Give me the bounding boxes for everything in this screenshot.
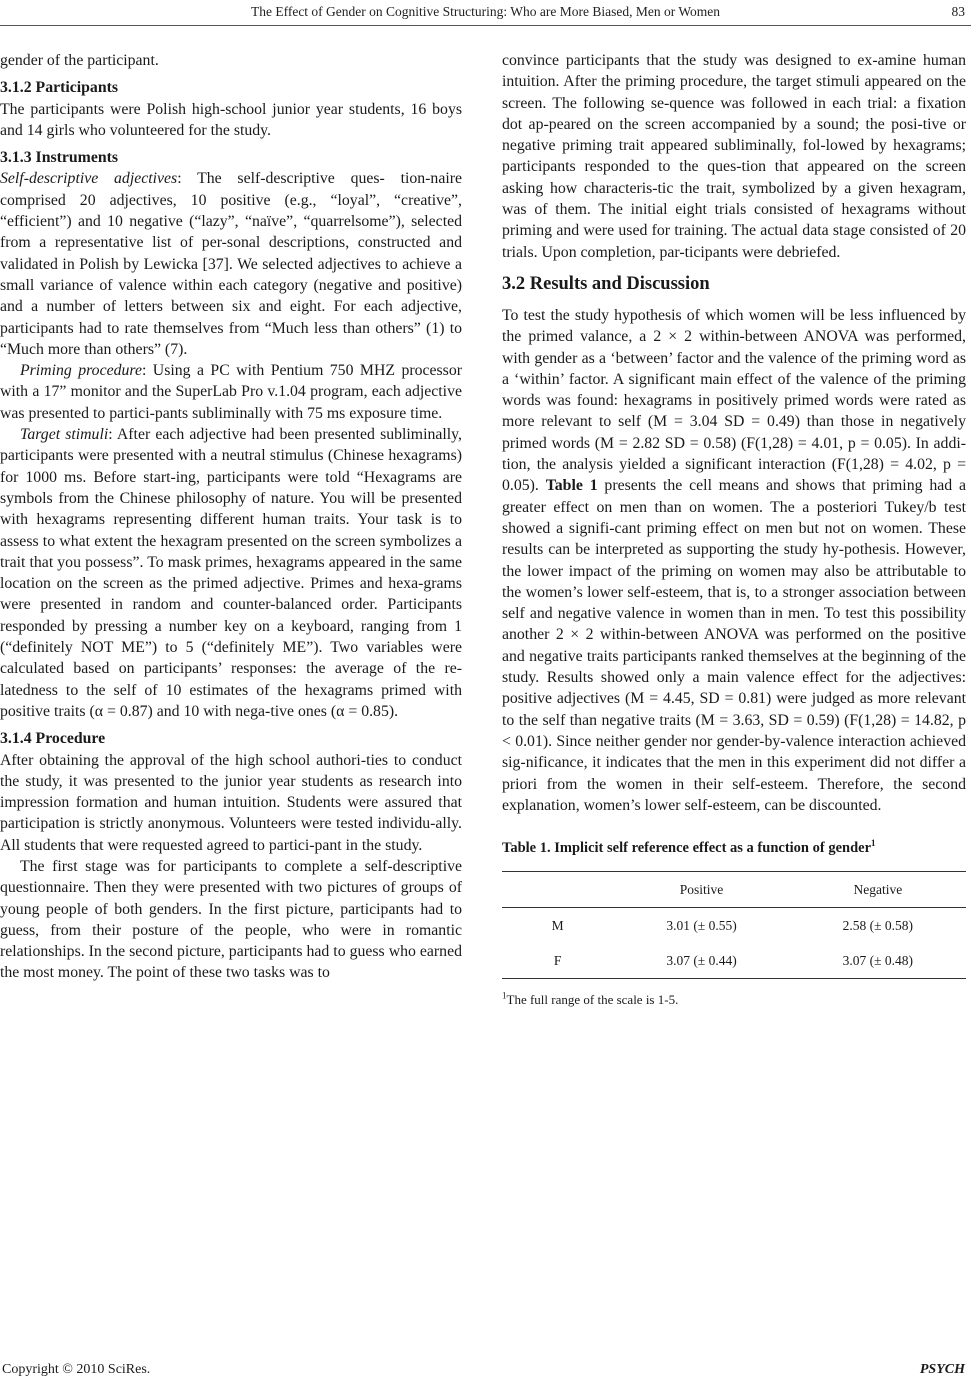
table-header-cell: Negative: [853, 881, 903, 897]
heading-results-discussion: 3.2 Results and Discussion: [502, 273, 710, 294]
paragraph-participants: The participants were Polish high-school junior year students, 16 boys and 14 girls who volunteered for the study.: [0, 100, 462, 139]
table-cell: M: [551, 917, 564, 933]
running-head: [0, 4, 971, 24]
paragraph-self-descriptive-adjectives: [0, 168, 462, 360]
text-results-a: To test the study hypothesis of which women will be less influenced by the primed valance, a 2 × 2 within-between ANOVA was performed, with gender as a ‘between’ factor and the valence of the priming word as a ‘within’ factor. A significant main effect of the valence of the priming words was found: hexagrams in positively primed words were rated as more relevant to self (M = 3.04 SD = 0.49) than those in negatively primed words (M = 2.82 SD = 0.58) (F(1,28) = 4.01, p = 0.05). In addi-tion, the analysis yielded a significant interaction (F(1,28) = 4.02, p = 0.05).: [502, 306, 966, 495]
paragraph-procedure-1: After obtaining the approval of the high school authori-ties to conduct the study, it was presented to the junior year students as research into impression formation and human intuition. Students were assured that participation is strictly anonymous. Volunteers were tested individu-ally. All students that were requested agreed to partici-pant in the study.: [0, 751, 462, 854]
table-header-row: [502, 872, 966, 908]
table-header-cell: Positive: [679, 881, 724, 897]
label-priming-procedure: Priming procedure: [20, 362, 142, 380]
footnote-text: The full range of the scale is 1-5.: [506, 992, 679, 1008]
table-cell: 2.58 (± 0.58): [842, 917, 914, 933]
running-title: The Effect of Gender on Cognitive Structuring: Who are More Biased, Men or Women: [250, 4, 721, 19]
copyright: Copyright © 2010 SciRes.: [2, 1362, 151, 1377]
text-priming-procedure: : Using a PC with Pentium 750 MHZ processor with a 17” monitor and the SuperLab Pro v.1.04 program, each adjective was presented to partici-pants subliminally with 75 ms exposure time.: [0, 362, 462, 422]
table-cell: F: [553, 952, 562, 968]
footnote-mark: 1: [502, 990, 507, 1001]
table-cell: 3.07 (± 0.44): [666, 952, 737, 968]
paragraph-continuation: convince participants that the study was designed to ex-amine human intuition. After the priming procedure, the target stimuli appeared on the screen. The following se-quence was followed in each trial: a fixation dot ap-peared on the screen accompanied by a sound; the posi-tive or negative priming trait appeared subliminally, fol-lowed by hexagrams; participants responded to the ques-tion that appeared on the screen asking how characteris-tic the trait, symbolized by a given hexagram, was of them. The initial eight trials consisted of hexagrams without priming and were used for training. The actual data stage consisted of 20 trials. Upon completion, par-ticipants were debriefed.: [502, 52, 966, 261]
paragraph-target-stimuli: [0, 424, 462, 722]
journal-name: PSYCH: [919, 1362, 965, 1377]
text-results-b: presents the cell means and shows that priming had a greater effect on men than on women. The a posteriori Tukey/b test showed a signifi-cant priming effect on men but not on women. These results can be interpreted as supporting the study hy-pothesis. However, the lower impact of the priming on women may also be attributable to the women’s lower self-esteem, that is, to a stronger association between self and negative valence in women than in men. To test this possibility another 2 × 2 within-between ANOVA was performed on the positive and negative traits participants ranked themselves at the beginning of the study. Results showed only a main valence effect for the adjectives: positive adjectives (M = 4.45, SD = 0.81) were judged as more relevant to the self than negative traits (M = 3.63, SD = 0.59) (F(1,28) = 14.82, p < 0.01). Since neither gender nor gender-by-valence interaction achieved sig-nificance, it indicates that the men in this experiment did not differ a priori from the women in their self-esteem. Therefore, the second explanation, women’s lower self-esteem, can be discounted.: [502, 477, 966, 814]
paragraph-gender: gender of the participant.: [0, 52, 159, 69]
paragraph-procedure-2: The first stage was for participants to complete a self-descriptive questionnaire. Then they were presented with two pictures of groups of young people of both genders. In the first picture, participants had to guess, from their posture of the people, who were in romantic relationships. In the second picture, participants had to guess who earned the most money. The point of these two tasks was to: [0, 857, 462, 982]
paragraph-priming-procedure: [0, 360, 462, 424]
table-header-cell: [502, 872, 613, 908]
table-row: [502, 908, 966, 944]
table-cell: 3.07 (± 0.48): [842, 952, 914, 968]
table-caption-text: Table 1. Implicit self reference effect as a function of gender: [502, 840, 871, 857]
heading-instruments: 3.1.3 Instruments: [0, 149, 119, 167]
heading-procedure: 3.1.4 Procedure: [0, 730, 106, 748]
table-caption-footnote-mark: 1: [871, 838, 876, 849]
table-reference: Table 1: [545, 477, 598, 495]
label-self-descriptive-adjectives: Self-descriptive adjectives: [0, 170, 178, 188]
label-target-stimuli: Target stimuli: [20, 426, 109, 444]
header-rule: [0, 25, 971, 26]
table-caption: [502, 838, 966, 858]
heading-participants: 3.1.2 Participants: [0, 79, 119, 97]
results-table: [502, 871, 966, 979]
page-number: 83: [951, 4, 965, 19]
table-row: [502, 943, 966, 979]
table-cell: 3.01 (± 0.55): [666, 917, 737, 933]
text-target-stimuli: : After each adjective had been presented subliminally, participants were presented with a neutral stimulus (Chinese hexagrams) for 1000 ms. Before start-ing, participants were told “Hexagrams are symbols from the Chinese philosophy of nature. You will be presented with hexagrams representing different human traits. Your task is to assess to what extent the hexagram presented on the screen symbolizes a trait that you possess”. To mask primes, hexagrams appeared in the same location on the screen as the primed adjective. Primes and hexa-grams were presented in random and counter-balanced order. Participants responded by pressing a number key on a keyboard, ranging from 1 (“definitely NOT ME”) to 5 (“definitely ME”). Two variables were calculated based on participants’ responses: the average of the re-latedness to the self of 10 estimates of the hexagrams primed with positive traits (α = 0.87) and 10 with nega-tive ones (α = 0.85).: [0, 426, 462, 720]
paragraph-results: [502, 305, 966, 816]
table-footnote: [502, 991, 966, 1009]
left-column: [0, 50, 462, 984]
text-self-descriptive-adjectives: : The self-descriptive ques- tion-naire comprised 20 adjectives, 10 positive (e.g., “loyal”, “creative”, “efficient”) and 10 negative (“lazy”, “naïve”, “quarrelsome”), selected from a representative list of per-sonal descriptions, constructed and validated in Polish by Lewicka [37]. We selected adjectives to achieve a small variance of valence within each category (negative and positive) and a number of letters between six and eight. For each adjective, participants had to rate themselves from “Much less than others” (1) to “Much more than others” (7).: [0, 170, 462, 358]
right-column: [502, 50, 966, 1009]
